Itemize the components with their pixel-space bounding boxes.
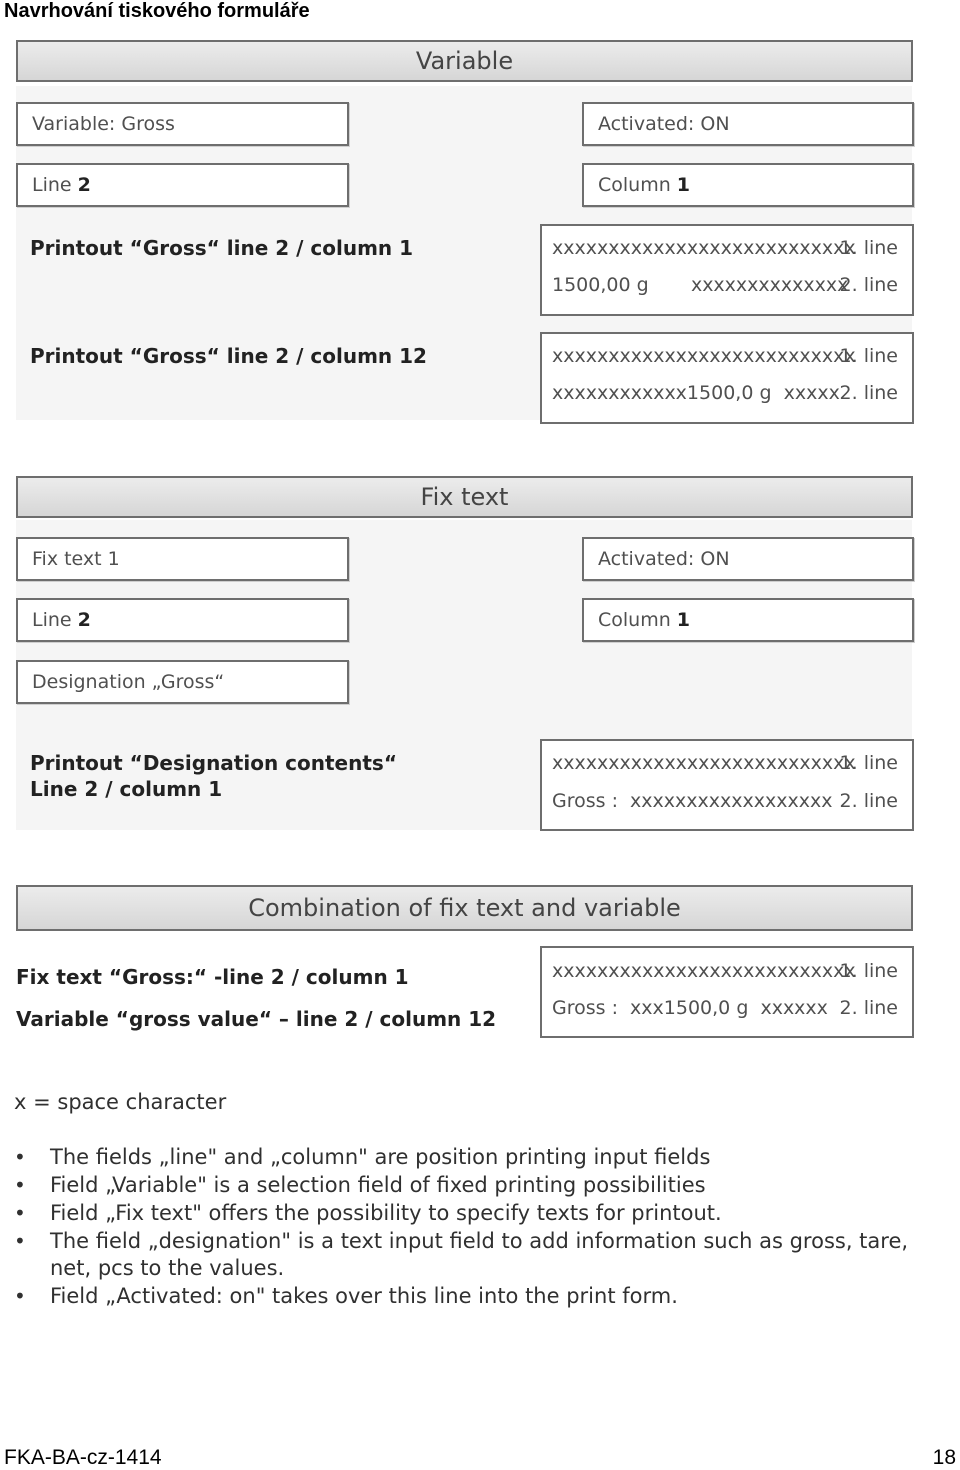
- output-line-1: xxxxxxxxxxxxxxxxxxxxxxxxxxx: [552, 345, 856, 367]
- variable-select-field[interactable]: [16, 102, 349, 146]
- combination-header: Combination of fix text and variable: [16, 885, 913, 931]
- bullet-icon: •: [14, 1284, 26, 1308]
- output-line-2: 1500,00 g xxxxxxxxxxxxxx: [552, 274, 849, 296]
- column-label: Column: [598, 609, 671, 631]
- column-value: 1: [676, 174, 690, 196]
- output-line-1: xxxxxxxxxxxxxxxxxxxxxxxxxxx: [552, 237, 856, 259]
- activated-text: Activated: ON: [598, 113, 730, 135]
- bullet-icon: •: [14, 1201, 26, 1225]
- line-tag: 1. line: [839, 345, 898, 367]
- note-text: Field „Variable" is a selection field of fixed printing possibilities: [50, 1173, 706, 1197]
- variable-header: Variable: [16, 40, 913, 82]
- notes-list: [14, 1144, 934, 1311]
- variable-printout2-box: [540, 332, 914, 424]
- activated-text: Activated: ON: [598, 548, 730, 570]
- list-item: [14, 1283, 934, 1310]
- output-line-2: Gross : xxxxxxxxxxxxxxxxxx: [552, 790, 833, 812]
- line-tag: 1. line: [839, 752, 898, 774]
- list-item: [14, 1228, 934, 1282]
- note-text: Field „Activated: on" takes over this line into the print form.: [50, 1284, 678, 1308]
- bullet-icon: •: [14, 1229, 26, 1253]
- fixtext-select-field[interactable]: [16, 537, 349, 581]
- fixtext-header: Fix text: [16, 476, 913, 518]
- note-text: Field „Fix text" offers the possibility to specify texts for printout.: [50, 1201, 722, 1225]
- combination-label-line2: Variable “gross value“ – line 2 / column 12: [16, 1007, 497, 1031]
- list-item: [14, 1172, 934, 1199]
- fixtext-line-field[interactable]: [16, 598, 349, 642]
- fixtext-printout-label: [30, 750, 397, 802]
- document-id: FKA-BA-cz-1414: [4, 1446, 162, 1469]
- combination-label: [16, 956, 496, 1040]
- bullet-icon: •: [14, 1145, 26, 1169]
- line-value: 2: [77, 174, 91, 196]
- variable-printout1-box: [540, 224, 914, 316]
- variable-column-field[interactable]: [582, 163, 914, 207]
- line-tag: 2. line: [839, 382, 898, 404]
- fixtext-printout-label-line1: Printout “Designation contents“: [30, 751, 397, 775]
- designation-text: Designation „Gross“: [32, 671, 225, 693]
- fixtext-activated-field[interactable]: [582, 537, 914, 581]
- variable-printout2-label: Printout “Gross“ line 2 / column 12: [30, 344, 427, 368]
- variable-activated-field[interactable]: [582, 102, 914, 146]
- variable-printout1-label: Printout “Gross“ line 2 / column 1: [30, 236, 414, 260]
- fixtext-designation-field[interactable]: [16, 660, 349, 704]
- list-item: [14, 1200, 934, 1227]
- fixtext-printout-box: [540, 739, 914, 831]
- note-text: The field „designation" is a text input field to add information such as gross, tare, net, pcs to the values.: [50, 1229, 909, 1280]
- fixtext-column-field[interactable]: [582, 598, 914, 642]
- variable-line-field[interactable]: [16, 163, 349, 207]
- line-tag: 2. line: [839, 997, 898, 1019]
- note-text: The fields „line" and „column" are position printing input fields: [50, 1145, 711, 1169]
- fixtext-printout-label-line2: Line 2 / column 1: [30, 777, 223, 801]
- legend-text: x = space character: [14, 1090, 227, 1114]
- output-line-2: Gross : xxx1500,0 g xxxxxx: [552, 997, 828, 1019]
- list-item: [14, 1144, 934, 1171]
- page-title: Navrhování tiskového formuláře: [4, 0, 310, 22]
- line-tag: 1. line: [839, 237, 898, 259]
- line-label: Line: [32, 609, 72, 631]
- column-label: Column: [598, 174, 671, 196]
- fixtext-select-text: Fix text 1: [32, 548, 120, 570]
- combination-printout-box: [540, 946, 914, 1038]
- output-line-1: xxxxxxxxxxxxxxxxxxxxxxxxxxx: [552, 960, 856, 982]
- line-label: Line: [32, 174, 72, 196]
- variable-select-text: Variable: Gross: [32, 113, 175, 135]
- line-tag: 2. line: [839, 790, 898, 812]
- combination-label-line1: Fix text “Gross:“ -line 2 / column 1: [16, 965, 409, 989]
- output-line-2: xxxxxxxxxxxx1500,0 g xxxxx: [552, 382, 840, 404]
- bullet-icon: •: [14, 1173, 26, 1197]
- line-tag: 2. line: [839, 274, 898, 296]
- output-line-1: xxxxxxxxxxxxxxxxxxxxxxxxxxx: [552, 752, 856, 774]
- column-value: 1: [676, 609, 690, 631]
- line-value: 2: [77, 609, 91, 631]
- line-tag: 1. line: [839, 960, 898, 982]
- page-number: 18: [932, 1446, 956, 1469]
